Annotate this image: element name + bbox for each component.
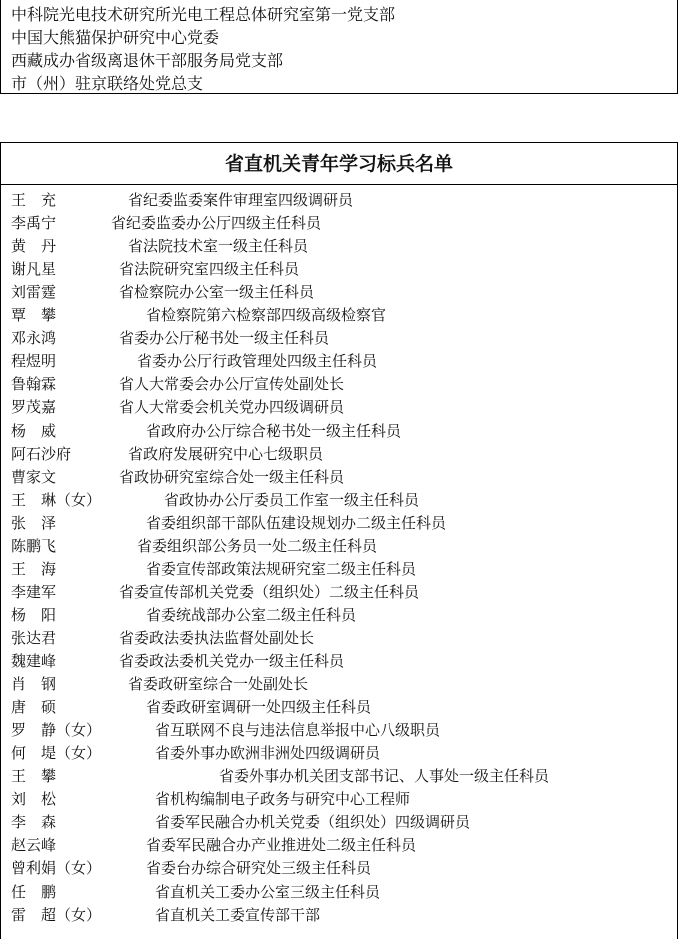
person-position: 省直机关工委办公室三级主任科员 xyxy=(155,882,381,901)
person-name: 张达君 xyxy=(11,628,57,647)
person-position: 省委政研室调研一处四级主任科员 xyxy=(146,698,372,717)
person-name: 刘雷霆 xyxy=(11,283,57,302)
person-position: 省委办公厅行政管理处四级主任科员 xyxy=(137,352,378,371)
list-row xyxy=(1,489,677,512)
person-name: 曹家文 xyxy=(11,467,57,486)
person-name: 阿石沙府 xyxy=(11,444,72,463)
person-name: 何 堤（女） xyxy=(11,744,102,763)
list-row xyxy=(1,212,677,235)
person-name: 雷 超（女） xyxy=(11,905,102,924)
person-position: 省机构编制电子政务与研究中心工程师 xyxy=(155,790,411,809)
list-row xyxy=(1,834,677,857)
person-position: 省委办公厅秘书处一级主任科员 xyxy=(119,329,330,348)
list-row xyxy=(1,673,677,696)
list-row xyxy=(1,327,677,350)
list-row xyxy=(1,235,677,258)
person-name: 程煜明 xyxy=(11,352,57,371)
person-position: 省政府办公厅综合秘书处一级主任科员 xyxy=(146,421,402,440)
person-name: 罗 静（女） xyxy=(11,721,102,740)
person-position: 省委政法委执法监督处副处长 xyxy=(119,628,315,647)
person-name: 刘 松 xyxy=(11,790,57,809)
list-row xyxy=(1,420,677,443)
list-row xyxy=(1,604,677,627)
person-name: 唐 硕 xyxy=(11,698,57,717)
person-position: 省法院技术室一级主任科员 xyxy=(128,237,309,256)
person-position: 省委组织部干部队伍建设规划办二级主任科员 xyxy=(146,513,447,532)
person-position: 省检察院办公室一级主任科员 xyxy=(119,283,315,302)
person-name: 李建军 xyxy=(11,582,57,601)
person-position: 省委政研室综合一处副处长 xyxy=(128,675,309,694)
person-position: 省委台办综合研究处三级主任科员 xyxy=(146,859,372,878)
person-name: 肖 钢 xyxy=(11,675,57,694)
person-name: 王 攀 xyxy=(11,767,57,786)
person-position: 省委军民融合办产业推进处二级主任科员 xyxy=(146,836,417,855)
list-row xyxy=(1,581,677,604)
person-name: 曾利娟（女） xyxy=(11,859,102,878)
person-position: 省互联网不良与违法信息举报中心八级职员 xyxy=(155,721,441,740)
person-name: 鲁翰霖 xyxy=(11,375,57,394)
person-name: 杨 阳 xyxy=(11,605,57,624)
person-name: 王 琳（女） xyxy=(11,490,102,509)
list-row xyxy=(1,396,677,419)
list-row xyxy=(1,811,677,834)
list-row xyxy=(1,904,677,927)
unit-line: 中科院光电技术研究所光电工程总体研究室第一党支部 xyxy=(11,5,396,24)
person-position: 省政府发展研究中心七级职员 xyxy=(128,444,324,463)
person-name: 杨 威 xyxy=(11,421,57,440)
person-position: 省委宣传部政策法规研究室二级主任科员 xyxy=(146,559,417,578)
list-row xyxy=(1,466,677,489)
person-position: 省委组织部公务员一处二级主任科员 xyxy=(137,536,378,555)
person-name: 魏建峰 xyxy=(11,652,57,670)
list-row xyxy=(1,857,677,880)
list-row xyxy=(1,627,677,650)
list-row xyxy=(1,788,677,811)
list-row xyxy=(1,350,677,373)
list-row xyxy=(1,742,677,765)
unit-line: 中国大熊猫保护研究中心党委 xyxy=(11,28,220,47)
list-row xyxy=(1,650,677,673)
person-position: 省检察院第六检察部四级高级检察官 xyxy=(146,306,387,325)
list-row xyxy=(1,512,677,535)
person-position: 省委外事办机关团支部书记、人事处一级主任科员 xyxy=(219,767,550,786)
list-title: 省直机关青年学习标兵名单 xyxy=(1,143,677,185)
list-row xyxy=(1,696,677,719)
list-row xyxy=(1,258,677,281)
person-position: 省政协办公厅委员工作室一级主任科员 xyxy=(164,490,420,509)
list-row xyxy=(1,373,677,396)
unit-line: 市（州）驻京联络处党总支 xyxy=(11,74,204,93)
list-row xyxy=(1,304,677,327)
person-position: 省政协研究室综合处一级主任科员 xyxy=(119,467,345,486)
top-units-box xyxy=(0,0,678,94)
list-row xyxy=(1,189,677,212)
list-row xyxy=(1,281,677,304)
person-name: 黄 丹 xyxy=(11,237,57,256)
person-position: 省人大常委会办公厅宣传处副处长 xyxy=(119,375,345,394)
list-row xyxy=(1,558,677,581)
person-position: 省法院研究室四级主任科员 xyxy=(119,260,300,279)
person-name: 李禹宁 xyxy=(11,214,57,233)
person-position: 省委政法委机关党办一级主任科员 xyxy=(119,652,345,670)
person-position: 省委宣传部机关党委（组织处）二级主任科员 xyxy=(119,582,420,601)
person-position: 省委外事办欧洲非洲处四级调研员 xyxy=(155,744,381,763)
person-position: 省委军民融合办机关党委（组织处）四级调研员 xyxy=(155,813,471,832)
person-name: 任 鹏 xyxy=(11,882,57,901)
list-row xyxy=(1,443,677,466)
person-name: 覃 攀 xyxy=(11,306,57,325)
person-name: 张 泽 xyxy=(11,513,57,532)
person-name: 陈鹏飞 xyxy=(11,536,57,555)
person-position: 省直机关工委宣传部干部 xyxy=(155,905,321,924)
unit-line: 西藏成办省级离退休干部服务局党支部 xyxy=(11,51,284,70)
list-row xyxy=(1,765,677,788)
person-position: 省纪委监委办公厅四级主任科员 xyxy=(111,214,322,233)
person-name: 王 充 xyxy=(11,191,57,209)
person-name: 赵云峰 xyxy=(11,836,57,855)
person-position: 省纪委监委案件审理室四级调研员 xyxy=(128,191,354,209)
list-row xyxy=(1,719,677,742)
person-position: 省委统战部办公室二级主任科员 xyxy=(146,605,357,624)
person-name: 谢凡星 xyxy=(11,260,57,279)
person-name: 王 海 xyxy=(11,559,57,578)
list-row xyxy=(1,881,677,904)
list-row xyxy=(1,535,677,558)
person-name: 邓永鸿 xyxy=(11,329,57,348)
honor-list-box xyxy=(0,142,678,939)
person-position: 省人大常委会机关党办四级调研员 xyxy=(119,398,345,417)
person-name: 李 森 xyxy=(11,813,57,832)
person-name: 罗茂嘉 xyxy=(11,398,57,417)
